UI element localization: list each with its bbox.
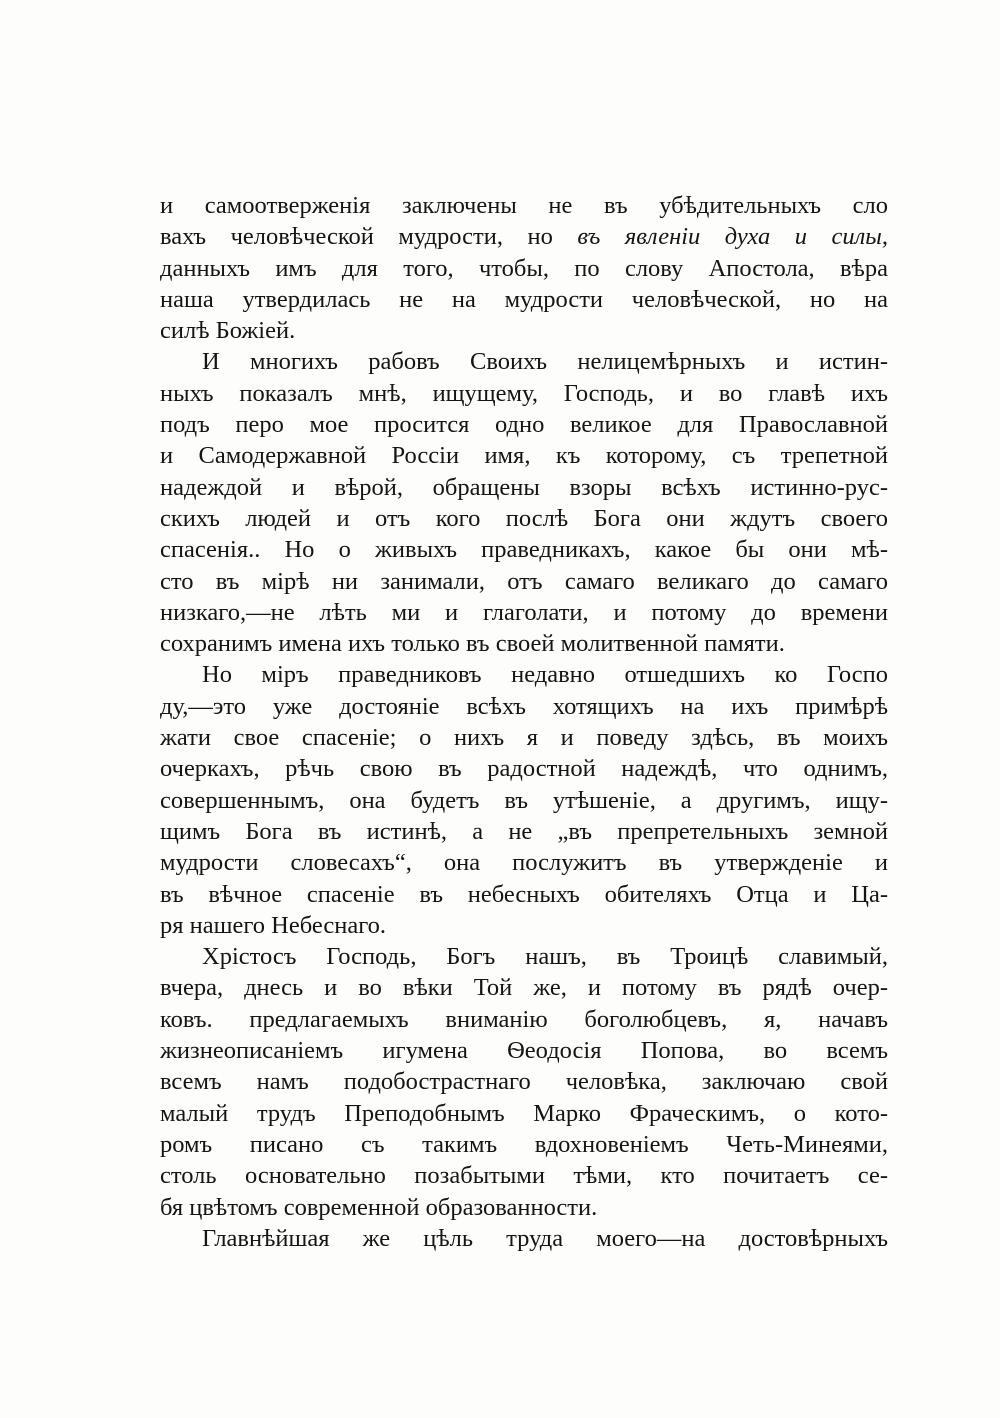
text-line: въ вѣчное спасеніе въ небесныхъ обителяхъ Отца и Ца- <box>160 880 888 908</box>
text-line: ковъ. предлагаемыхъ вниманію боголюбцевъ, я, начавъ <box>160 1005 888 1033</box>
text-line: ныхъ показалъ мнѣ, ищущему, Господь, и во главѣ ихъ <box>160 379 888 407</box>
paragraph-4 <box>160 941 888 1223</box>
text-line: Главнѣйшая же цѣль труда моего—на достовѣрныхъ <box>202 1224 888 1252</box>
paragraph-1 <box>160 190 888 346</box>
text-line: низкаго,—не лѣть ми и глаголати, и потому до времени <box>160 598 888 626</box>
text-line: сохранимъ имена ихъ только въ своей молитвенной памяти. <box>160 630 785 658</box>
text-line: наша утвердилась не на мудрости человѣческой, но на <box>160 285 888 313</box>
text-line: силѣ Божіей. <box>160 317 296 345</box>
text-line: И многихъ рабовъ Своихъ нелицемѣрныхъ и истин- <box>202 348 888 376</box>
text-line: Но міръ праведниковъ недавно отшедшихъ ко Госпо <box>202 661 888 689</box>
text-line: подъ перо мое просится одно великое для Православной <box>160 411 888 439</box>
text-line: Хрістосъ Господь, Богъ нашъ, въ Троицѣ славимый, <box>202 943 888 971</box>
text-line: столь основательно позабытыми тѣми, кто почитаетъ се- <box>160 1162 888 1190</box>
text-line <box>160 221 888 252</box>
text-line: очеркахъ, рѣчь свою въ радостной надеждѣ, что однимъ, <box>160 755 888 783</box>
text-line: данныхъ имъ для того, чтобы, по слову Апостола, вѣра <box>160 254 888 282</box>
text-line: и самоотверженія заключены не въ убѣдительныхъ сло <box>160 192 888 219</box>
text-line: ромъ писано съ такимъ вдохновеніемъ Четь-Минеями, <box>160 1130 888 1158</box>
paragraph-5 <box>160 1223 888 1254</box>
text-line: ря нашего Небеснаго. <box>160 911 387 939</box>
text-line: сто въ мірѣ ни занимали, отъ самаго великаго до самаго <box>160 567 888 595</box>
page-text <box>160 190 888 1254</box>
text-line: щимъ Бога въ истинѣ, а не „въ препретельныхъ земной <box>160 817 888 845</box>
text-line: скихъ людей и отъ кого послѣ Бога они ждутъ своего <box>160 504 888 532</box>
text-line: мудрости словесахъ“, она послужитъ въ утвержденіе и <box>160 849 888 877</box>
text-line: жати свое спасеніе; о нихъ я и поведу здѣсь, въ моихъ <box>160 724 888 752</box>
text-line: совершеннымъ, она будетъ въ утѣшеніе, а другимъ, ищу- <box>160 786 888 814</box>
italic-quote: въ явленіи духа и силы, <box>577 223 888 251</box>
paragraph-3 <box>160 659 888 941</box>
text-line: всемъ намъ подобострастнаго человѣка, заключаю свой <box>160 1068 888 1096</box>
text-line: и Самодержавной Россіи имя, къ которому, съ трепетной <box>160 442 888 470</box>
text-line: ду,—это уже достояніе всѣхъ хотящихъ на ихъ примѣрѣ <box>160 692 888 720</box>
text-line: бя цвѣтомъ современной образованности. <box>160 1193 598 1221</box>
text-line: надеждой и вѣрой, обращены взоры всѣхъ истинно-рус- <box>160 473 888 501</box>
text-line: малый трудъ Преподобнымъ Марко Фраческимъ, о кото- <box>160 1099 888 1127</box>
paragraph-2 <box>160 346 888 659</box>
text-line: спасенія.. Но о живыхъ праведникахъ, какое бы они мѣ- <box>160 536 888 564</box>
text-line: жизнеописаніемъ игумена Ѳеодосія Попова, во всемъ <box>160 1037 888 1065</box>
text-run: вахъ человѣческой мудрости, но <box>160 223 578 251</box>
text-line: вчера, днесь и во вѣки Той же, и потому въ рядѣ очер- <box>160 974 888 1002</box>
